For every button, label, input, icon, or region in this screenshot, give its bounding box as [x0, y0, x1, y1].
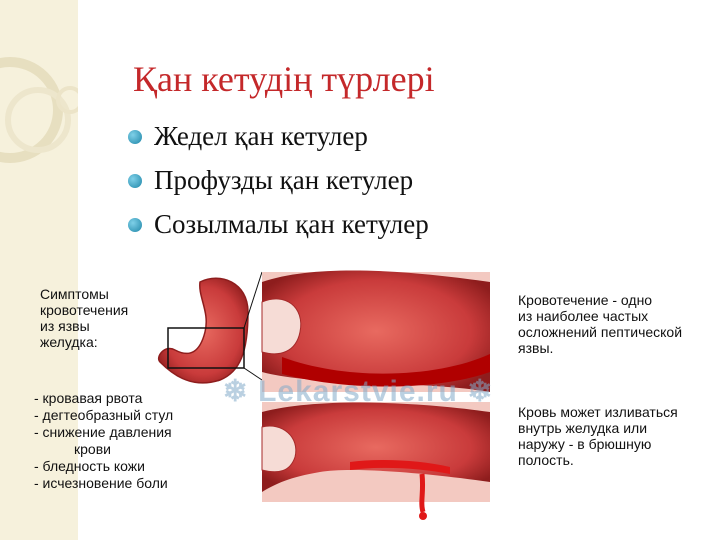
bullet-item: [128, 118, 429, 162]
symptoms-heading-line: из язвы: [40, 318, 90, 334]
note-line: осложнений пептической: [518, 324, 683, 340]
stomach-section-bottom: [262, 402, 490, 520]
snowflake-icon: ❄: [222, 375, 249, 408]
symptom-item: - исчезновение боли: [34, 475, 168, 491]
note-line: Кровь может изливаться: [518, 404, 678, 420]
symptom-item: - дегтеобразный стул: [34, 407, 174, 423]
small-stomach-icon: [159, 272, 262, 383]
watermark-text: Lekarstvie.ru: [258, 375, 458, 408]
stomach-bleeding-illustration: [20, 262, 710, 540]
symptom-item: - снижение давления: [34, 424, 172, 440]
bullet-icon: [128, 174, 142, 188]
bullet-text: Профузды қан кетулер: [154, 165, 414, 195]
note-line: внутрь желудка или: [518, 420, 648, 436]
symptoms-heading: [40, 286, 128, 350]
bullet-item: [128, 206, 429, 250]
note-line: полость.: [518, 452, 574, 468]
bullet-list: [128, 118, 429, 250]
symptoms-heading-line: Симптомы: [40, 286, 109, 302]
bullet-item: [128, 162, 429, 206]
blood-drip: [422, 474, 423, 512]
symptoms-list: [34, 390, 173, 492]
note-line: Кровотечение - одно: [518, 292, 653, 308]
slide-title: Қан кетудің түрлері: [133, 59, 435, 99]
symptom-item: - кровавая рвота: [34, 390, 143, 406]
snowflake-icon: ❄: [467, 375, 494, 408]
bullet-icon: [128, 130, 142, 144]
bullet-text: Созылмалы қан кетулер: [154, 209, 429, 239]
note-bottom: [518, 404, 678, 468]
bullet-icon: [128, 218, 142, 232]
note-line: язвы.: [518, 340, 554, 356]
symptoms-heading-line: кровотечения: [40, 302, 129, 318]
note-line: наружу - в брюшную: [518, 436, 652, 452]
symptom-item: - бледность кожи: [34, 458, 145, 474]
note-top: [518, 292, 682, 356]
note-line: из наиболее частых: [518, 308, 649, 324]
symptoms-heading-line: желудка:: [40, 334, 98, 350]
bullet-text: Жедел қан кетулер: [154, 121, 368, 151]
watermark: [208, 374, 508, 409]
symptom-item: крови: [74, 441, 111, 457]
